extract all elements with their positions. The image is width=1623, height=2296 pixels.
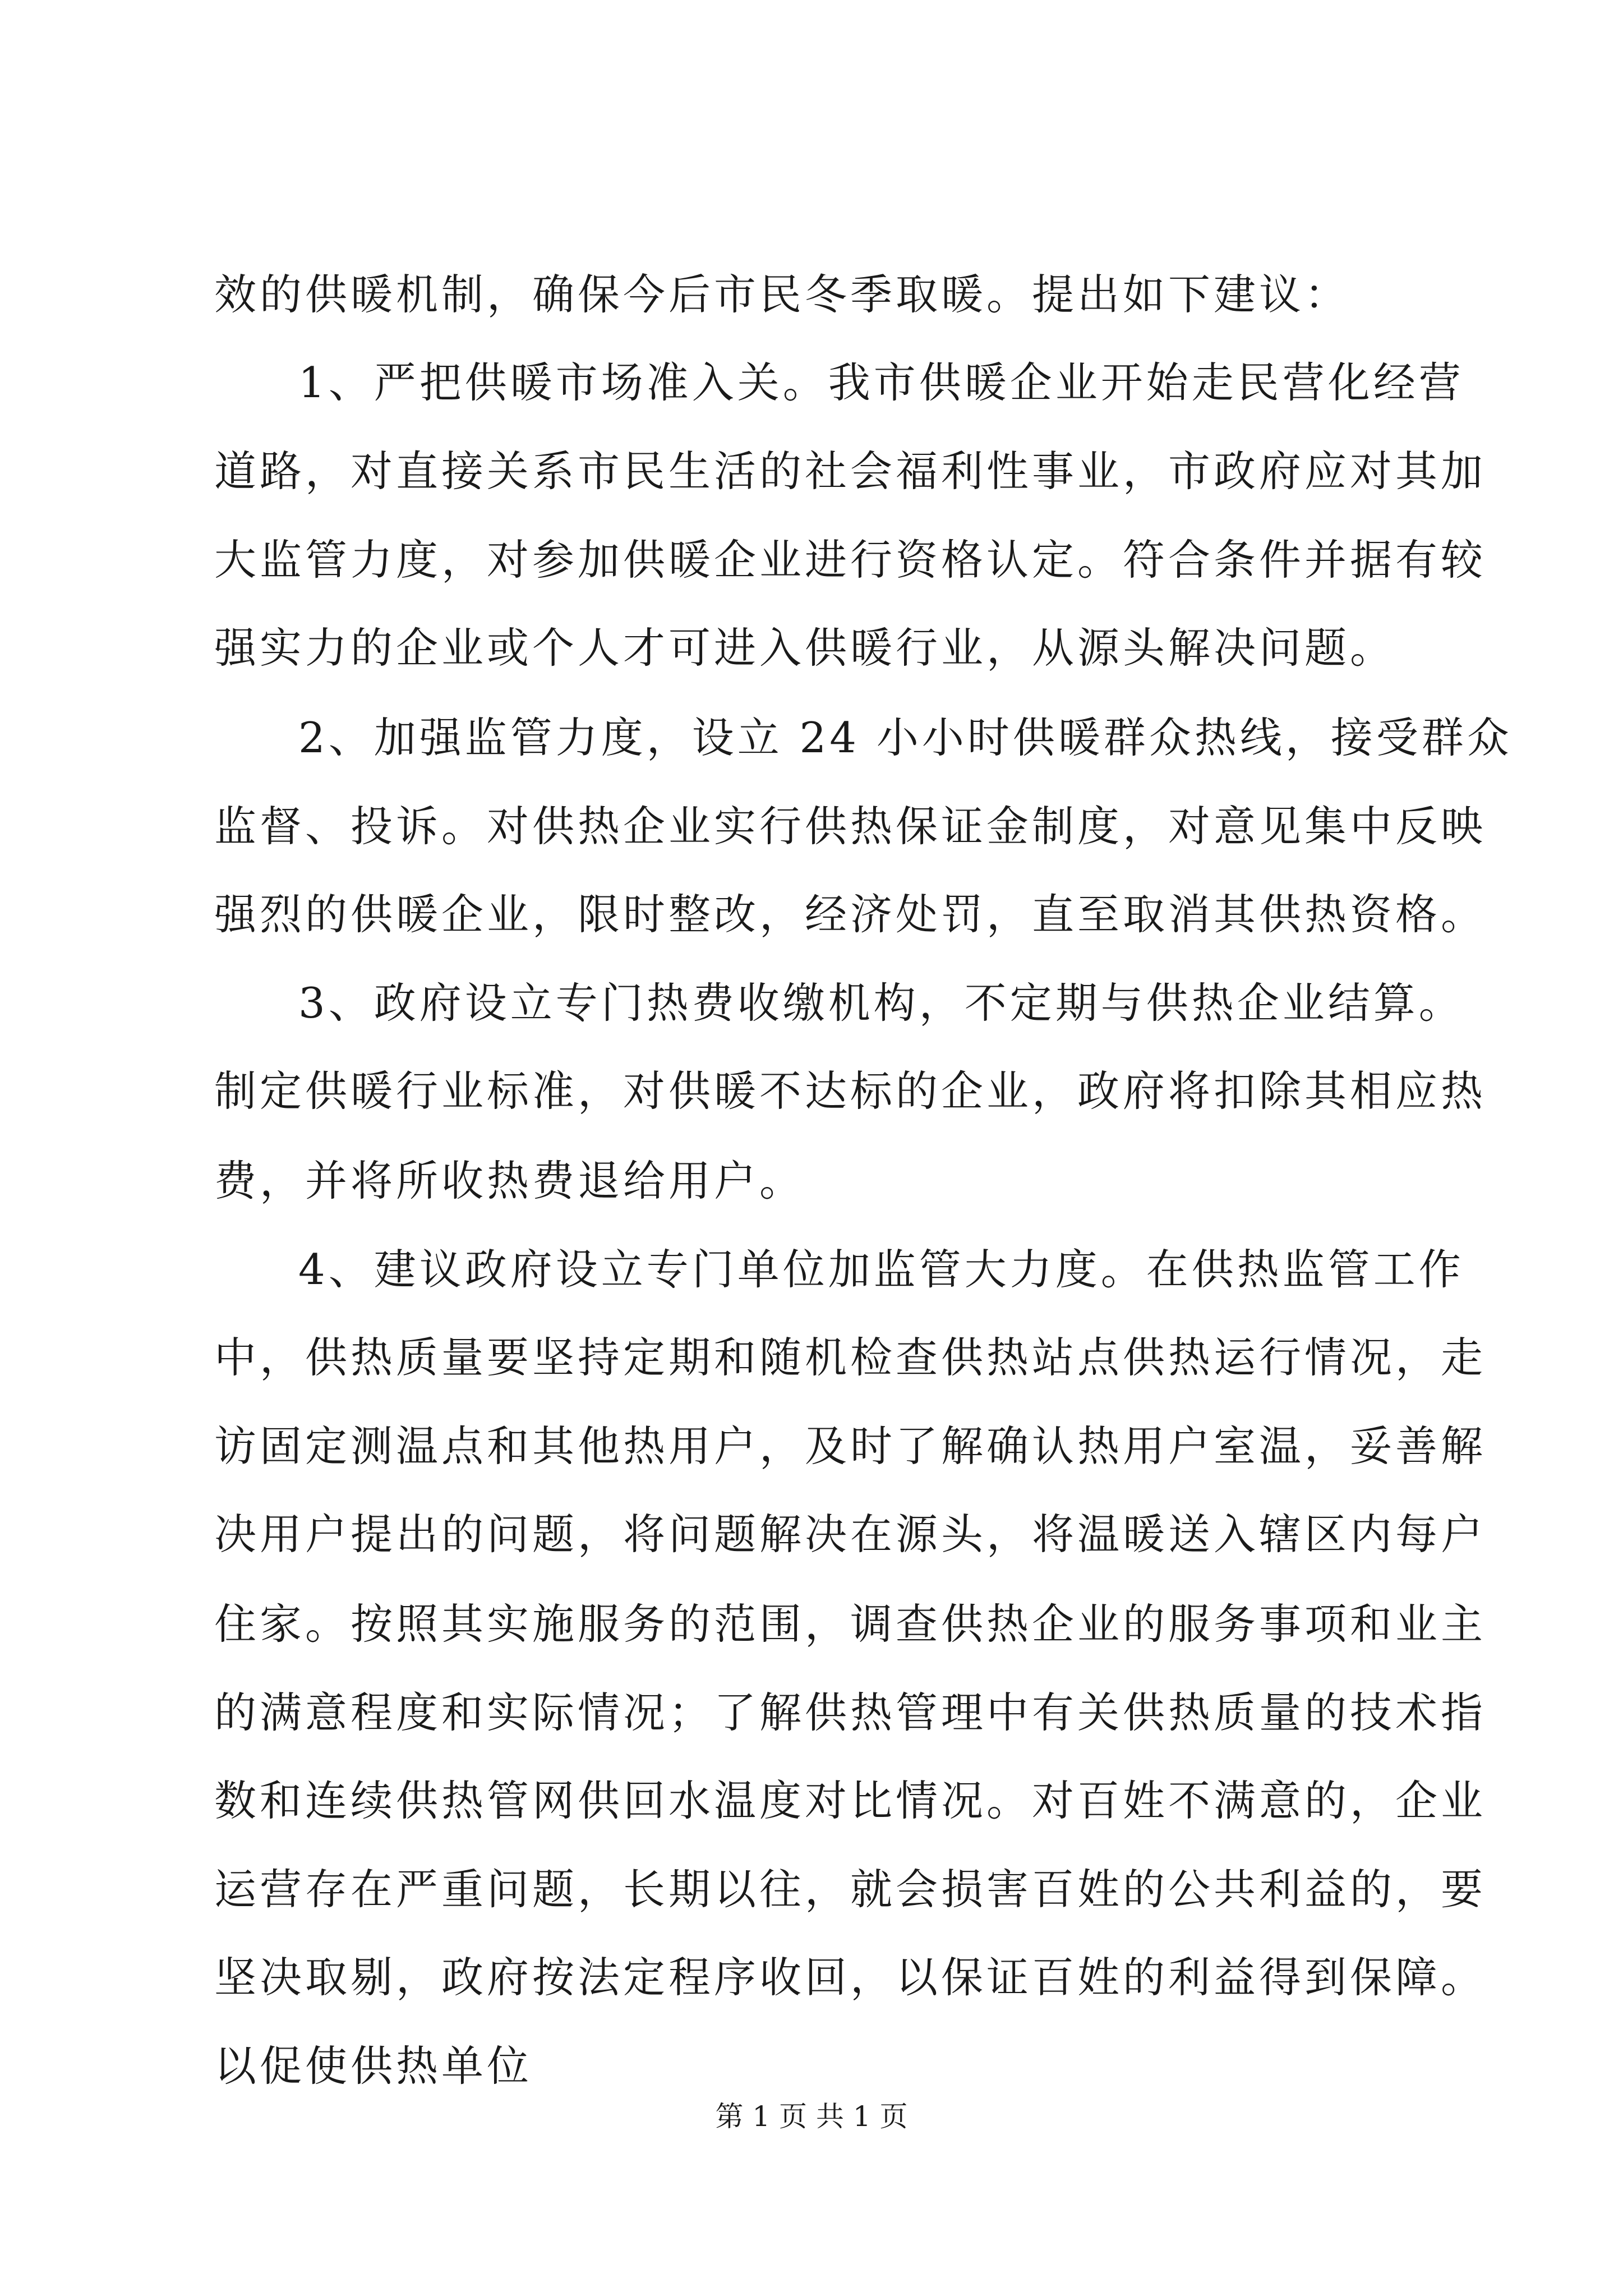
paragraph-3-start: 3、政府设立专门热费收缴机构，不定期与供热企业结算。 bbox=[298, 978, 1464, 1028]
body-line: 坚决取剔，政府按法定程序收回，以保证百姓的利益得到保障。 bbox=[214, 1953, 1487, 2002]
paragraph-1-start: 1、严把供暖市场准入关。我市供暖企业开始走民营化经营 bbox=[298, 358, 1464, 407]
body-line: 的满意程度和实际情况；了解供热管理中有关供热质量的技术指 bbox=[214, 1688, 1487, 1737]
body-line: 强烈的供暖企业，限时整改，经济处罚，直至取消其供热资格。 bbox=[214, 890, 1487, 939]
body-line: 道路，对直接关系市民生活的社会福利性事业，市政府应对其加 bbox=[214, 447, 1487, 496]
body-line: 监督、投诉。对供热企业实行供热保证金制度，对意见集中反映 bbox=[214, 802, 1487, 851]
body-line: 运营存在严重问题，长期以往，就会损害百姓的公共利益的，要 bbox=[214, 1865, 1487, 1914]
body-line: 住家。按照其实施服务的范围，调查供热企业的服务事项和业主 bbox=[214, 1599, 1487, 1649]
body-line: 数和连续供热管网供回水温度对比情况。对百姓不满意的，企业 bbox=[214, 1776, 1487, 1825]
body-line: 费，并将所收热费退给用户。 bbox=[214, 1156, 805, 1205]
paragraph-4-start: 4、建议政府设立专门单位加监管大力度。在供热监管工作 bbox=[298, 1245, 1464, 1294]
page-number-footer: 第 1 页 共 1 页 bbox=[715, 2100, 908, 2133]
body-line: 强实力的企业或个人才可进入供暖行业，从源头解决问题。 bbox=[214, 623, 1396, 673]
paragraph-2-start: 2、加强监管力度，设立 24 小小时供暖群众热线，接受群众 bbox=[298, 713, 1513, 762]
body-line: 中，供热质量要坚持定期和随机检查供热站点供热运行情况，走 bbox=[214, 1333, 1487, 1382]
body-line: 决用户提出的问题，将问题解决在源头，将温暖送入辖区内每户 bbox=[214, 1510, 1487, 1559]
body-line: 效的供暖机制，确保今后市民冬季取暖。提出如下建议： bbox=[214, 270, 1350, 319]
body-line: 以促使供热单位 bbox=[214, 2041, 533, 2091]
body-line: 制定供暖行业标准，对供暖不达标的企业，政府将扣除其相应热 bbox=[214, 1066, 1487, 1116]
body-line: 访固定测温点和其他热用户，及时了解确认热用户室温，妥善解 bbox=[214, 1421, 1487, 1471]
body-line: 大监管力度，对参加供暖企业进行资格认定。符合条件并据有较 bbox=[214, 535, 1487, 585]
